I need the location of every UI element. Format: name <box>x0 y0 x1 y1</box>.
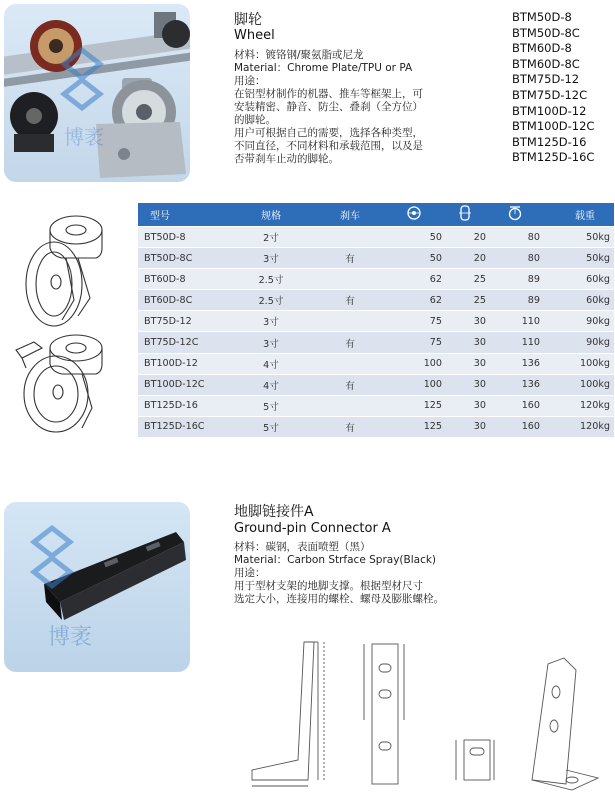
header-wheel-width-icon <box>444 205 490 224</box>
cell-diameter: 75 <box>429 337 442 349</box>
table-row <box>138 331 614 352</box>
wheel-description <box>234 49 423 166</box>
model-item: BTM100D-12 <box>512 103 587 118</box>
cell-diameter: 50 <box>429 231 442 243</box>
connector-usage-line: 选定大小，连接用的螺栓、螺母及膨胀螺栓。 <box>234 593 444 605</box>
cell-load: 100kg <box>580 358 610 370</box>
wheel-material-cn: 材料：镀铬钢/聚氨脂或尼龙 <box>234 49 364 61</box>
caster-wheels-image <box>4 4 190 182</box>
cell-width: 20 <box>473 252 486 264</box>
header-brake: 刹车 <box>340 211 360 222</box>
cell-brake: 有 <box>345 422 355 434</box>
cell-height: 110 <box>521 337 540 349</box>
cell-model: BT60D-8C <box>144 294 193 306</box>
cell-diameter: 62 <box>429 273 442 285</box>
cell-brake: 有 <box>345 380 355 392</box>
model-item: BTM60D-8C <box>512 56 580 71</box>
cell-load: 120kg <box>580 400 610 412</box>
model-item: BTM75D-12 <box>512 72 580 87</box>
connector-title-cn: 地脚链接件A <box>234 504 314 520</box>
cell-load: 60kg <box>586 294 610 306</box>
connector-usage-label: 用途： <box>234 567 266 579</box>
table-row <box>138 310 614 331</box>
table-row <box>138 353 614 374</box>
connector-image <box>4 502 190 672</box>
cell-height: 89 <box>527 273 540 285</box>
cell-spec: 2.5寸 <box>258 275 284 287</box>
cell-width: 30 <box>473 337 486 349</box>
cell-brake: 有 <box>345 296 355 308</box>
connector-material-cn: 材料：碳钢，表面喷塑（黑） <box>234 541 371 553</box>
cell-diameter: 50 <box>429 252 442 264</box>
cell-diameter: 125 <box>423 421 442 433</box>
cell-spec: 3寸 <box>263 338 279 350</box>
cell-load: 90kg <box>586 315 610 327</box>
cell-model: BT125D-16 <box>144 400 198 412</box>
cell-height: 80 <box>527 252 540 264</box>
cell-width: 25 <box>473 294 486 306</box>
table-row <box>138 416 614 437</box>
connector-usage-line: 用于型材支架的地脚支撑。根据型材尺寸 <box>234 580 423 592</box>
table-row <box>138 374 614 395</box>
watermark-text: 博袤 <box>48 625 93 650</box>
cell-load: 100kg <box>580 379 610 391</box>
model-item: BTM75D-12C <box>512 87 588 102</box>
connector-photo <box>4 502 190 672</box>
cell-width: 30 <box>473 400 486 412</box>
model-item: BTM125D-16C <box>512 150 595 165</box>
caster-drawing-no-brake <box>26 216 102 326</box>
header-wheel-diameter-icon <box>386 205 444 224</box>
model-list <box>512 10 594 166</box>
cell-height: 136 <box>521 379 540 391</box>
cell-diameter: 75 <box>429 315 442 327</box>
table-row <box>138 289 614 310</box>
cell-model: BT60D-8 <box>144 273 186 285</box>
header-height-icon <box>490 205 544 224</box>
cell-width: 30 <box>473 421 486 433</box>
table-row <box>138 226 614 247</box>
cell-height: 136 <box>521 358 540 370</box>
front-view-drawing <box>364 644 404 784</box>
cell-brake: 有 <box>345 254 355 266</box>
cell-load: 60kg <box>586 273 610 285</box>
wheel-usage-line: 否带刹车止动的脚轮。 <box>234 153 339 165</box>
cell-model: BT100D-12C <box>144 379 205 391</box>
spec-table <box>138 203 614 437</box>
cell-model: BT75D-12 <box>144 315 192 327</box>
cell-diameter: 125 <box>423 400 442 412</box>
caster-drawing-with-brake <box>16 335 102 432</box>
header-spec: 规格 <box>261 211 281 222</box>
side-view-drawing <box>252 642 324 786</box>
table-row <box>138 268 614 289</box>
wheel-usage-line: 用户可根据自己的需要，选择各种类型， <box>234 127 423 139</box>
cell-width: 25 <box>473 273 486 285</box>
cell-diameter: 100 <box>423 379 442 391</box>
caster-line-drawings <box>12 208 130 436</box>
cell-spec: 2寸 <box>263 233 279 245</box>
table-header <box>138 203 614 226</box>
table-row <box>138 247 614 268</box>
header-load: 载重 <box>575 211 595 222</box>
cell-width: 20 <box>473 231 486 243</box>
wheel-usage-line: 在铝型材制作的机器、推车等框架上，可 <box>234 88 423 100</box>
wheel-title-en: Wheel <box>234 28 275 43</box>
cell-diameter: 100 <box>423 358 442 370</box>
cell-load: 50kg <box>586 252 610 264</box>
detail-view-drawing <box>456 740 494 780</box>
wheel-usage-line: 不同直径，不同材料和承载范围，以及是 <box>234 140 423 152</box>
cell-width: 30 <box>473 315 486 327</box>
model-item: BTM50D-8 <box>512 10 572 24</box>
cell-spec: 5寸 <box>263 422 279 434</box>
cell-model: BT50D-8 <box>144 231 186 243</box>
header-model: 型号 <box>150 211 170 222</box>
connector-technical-drawings <box>232 630 604 795</box>
cell-spec: 5寸 <box>263 401 279 413</box>
wheel-photo <box>4 4 190 182</box>
cell-spec: 2.5寸 <box>258 296 284 308</box>
cell-spec: 3寸 <box>263 254 279 266</box>
model-item: BTM100D-12C <box>512 119 595 134</box>
cell-width: 30 <box>473 358 486 370</box>
wheel-material-en: Material：Chrome Plate/TPU or PA <box>234 62 413 74</box>
cell-model: BT100D-12 <box>144 358 198 370</box>
cell-model: BT125D-16C <box>144 421 205 433</box>
cell-model: BT75D-12C <box>144 337 199 349</box>
table-row <box>138 395 614 416</box>
cell-diameter: 62 <box>429 294 442 306</box>
cell-brake: 有 <box>345 338 355 350</box>
wheel-usage-label: 用途： <box>234 75 266 87</box>
cell-load: 50kg <box>586 231 610 243</box>
watermark-text: 博袤 <box>64 125 104 149</box>
cell-spec: 4寸 <box>263 380 279 392</box>
cell-height: 80 <box>527 231 540 243</box>
cell-spec: 4寸 <box>263 359 279 371</box>
cell-spec: 3寸 <box>263 317 279 329</box>
wheel-usage-line: 的脚轮。 <box>234 114 276 126</box>
connector-description <box>234 541 444 606</box>
cell-load: 90kg <box>586 337 610 349</box>
model-item: BTM60D-8 <box>512 41 572 56</box>
model-item: BTM50D-8C <box>512 25 580 40</box>
wheel-usage-line: 安装精密、静音、防尘、叠刹（全方位） <box>234 101 423 113</box>
cell-height: 160 <box>521 421 540 433</box>
connector-material-en: Material：Carbon Strface Spray(Black) <box>234 554 437 566</box>
model-item: BTM125D-16 <box>512 134 587 149</box>
wheel-title-cn: 脚轮 <box>234 12 262 28</box>
cell-height: 110 <box>521 315 540 327</box>
isometric-view-drawing <box>532 658 598 790</box>
cell-model: BT50D-8C <box>144 252 193 264</box>
cell-width: 30 <box>473 379 486 391</box>
cell-height: 89 <box>527 294 540 306</box>
connector-title-en: Ground-pin Connector A <box>234 521 391 536</box>
cell-load: 120kg <box>580 421 610 433</box>
cell-height: 160 <box>521 400 540 412</box>
